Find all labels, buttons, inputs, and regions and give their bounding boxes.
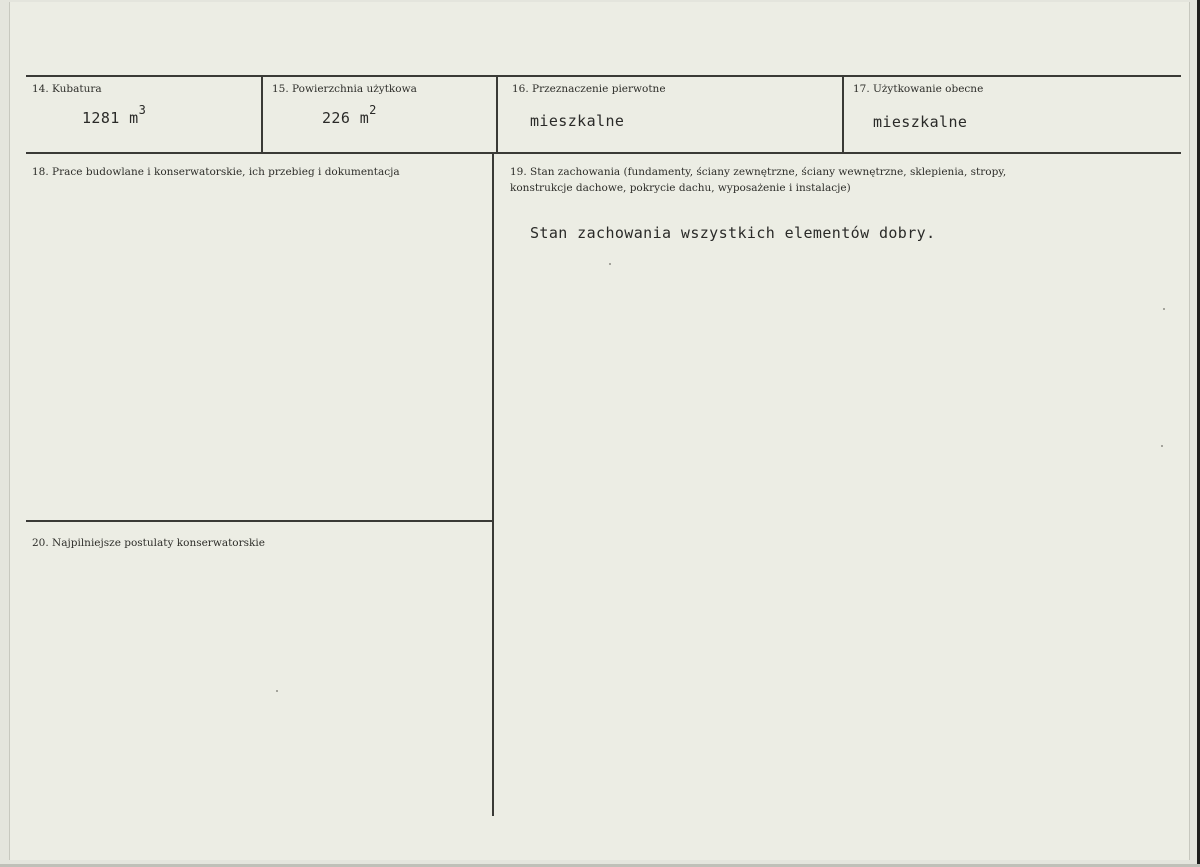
area-exponent: 2 bbox=[369, 103, 377, 117]
field-15-value bbox=[322, 103, 377, 127]
paper-speck bbox=[276, 690, 278, 692]
field-17-value: mieszkalne bbox=[873, 113, 968, 131]
volume-value: 1281 m bbox=[82, 109, 139, 127]
field-14-value bbox=[82, 103, 147, 127]
field-16-value: mieszkalne bbox=[530, 112, 625, 130]
divider-18-20 bbox=[26, 520, 492, 522]
divider-16-17 bbox=[842, 75, 844, 154]
field-16-label: 16. Przeznaczenie pierwotne bbox=[512, 83, 666, 95]
field-19-value: Stan zachowania wszystkich elementów dobry. bbox=[530, 224, 936, 242]
field-14-label: 14. Kubatura bbox=[32, 83, 102, 95]
divider-15-16 bbox=[496, 75, 498, 154]
record-card bbox=[9, 2, 1190, 860]
paper-speck bbox=[1163, 308, 1165, 310]
paper-speck bbox=[1161, 445, 1163, 447]
divider-14-15 bbox=[261, 75, 263, 154]
field-17-label: 17. Użytkowanie obecne bbox=[853, 83, 984, 95]
field-20-label: 20. Najpilniejsze postulaty konserwatorskie bbox=[32, 537, 265, 549]
area-value: 226 m bbox=[322, 109, 370, 127]
volume-exponent: 3 bbox=[138, 103, 147, 117]
top-rule bbox=[26, 75, 1181, 77]
paper-speck bbox=[609, 263, 611, 265]
field-19-label-line2: konstrukcje dachowe, pokrycie dachu, wyposażenie i instalacje) bbox=[510, 182, 851, 194]
field-18-label: 18. Prace budowlane i konserwatorskie, ich przebieg i dokumentacja bbox=[32, 166, 400, 178]
divider-left-right bbox=[492, 152, 494, 816]
field-19-label-line1: 19. Stan zachowania (fundamenty, ściany zewnętrzne, ściany wewnętrzne, sklepienia, stropy, bbox=[510, 166, 1007, 178]
field-15-label: 15. Powierzchnia użytkowa bbox=[272, 83, 417, 95]
row1-bottom-rule bbox=[26, 152, 1181, 154]
